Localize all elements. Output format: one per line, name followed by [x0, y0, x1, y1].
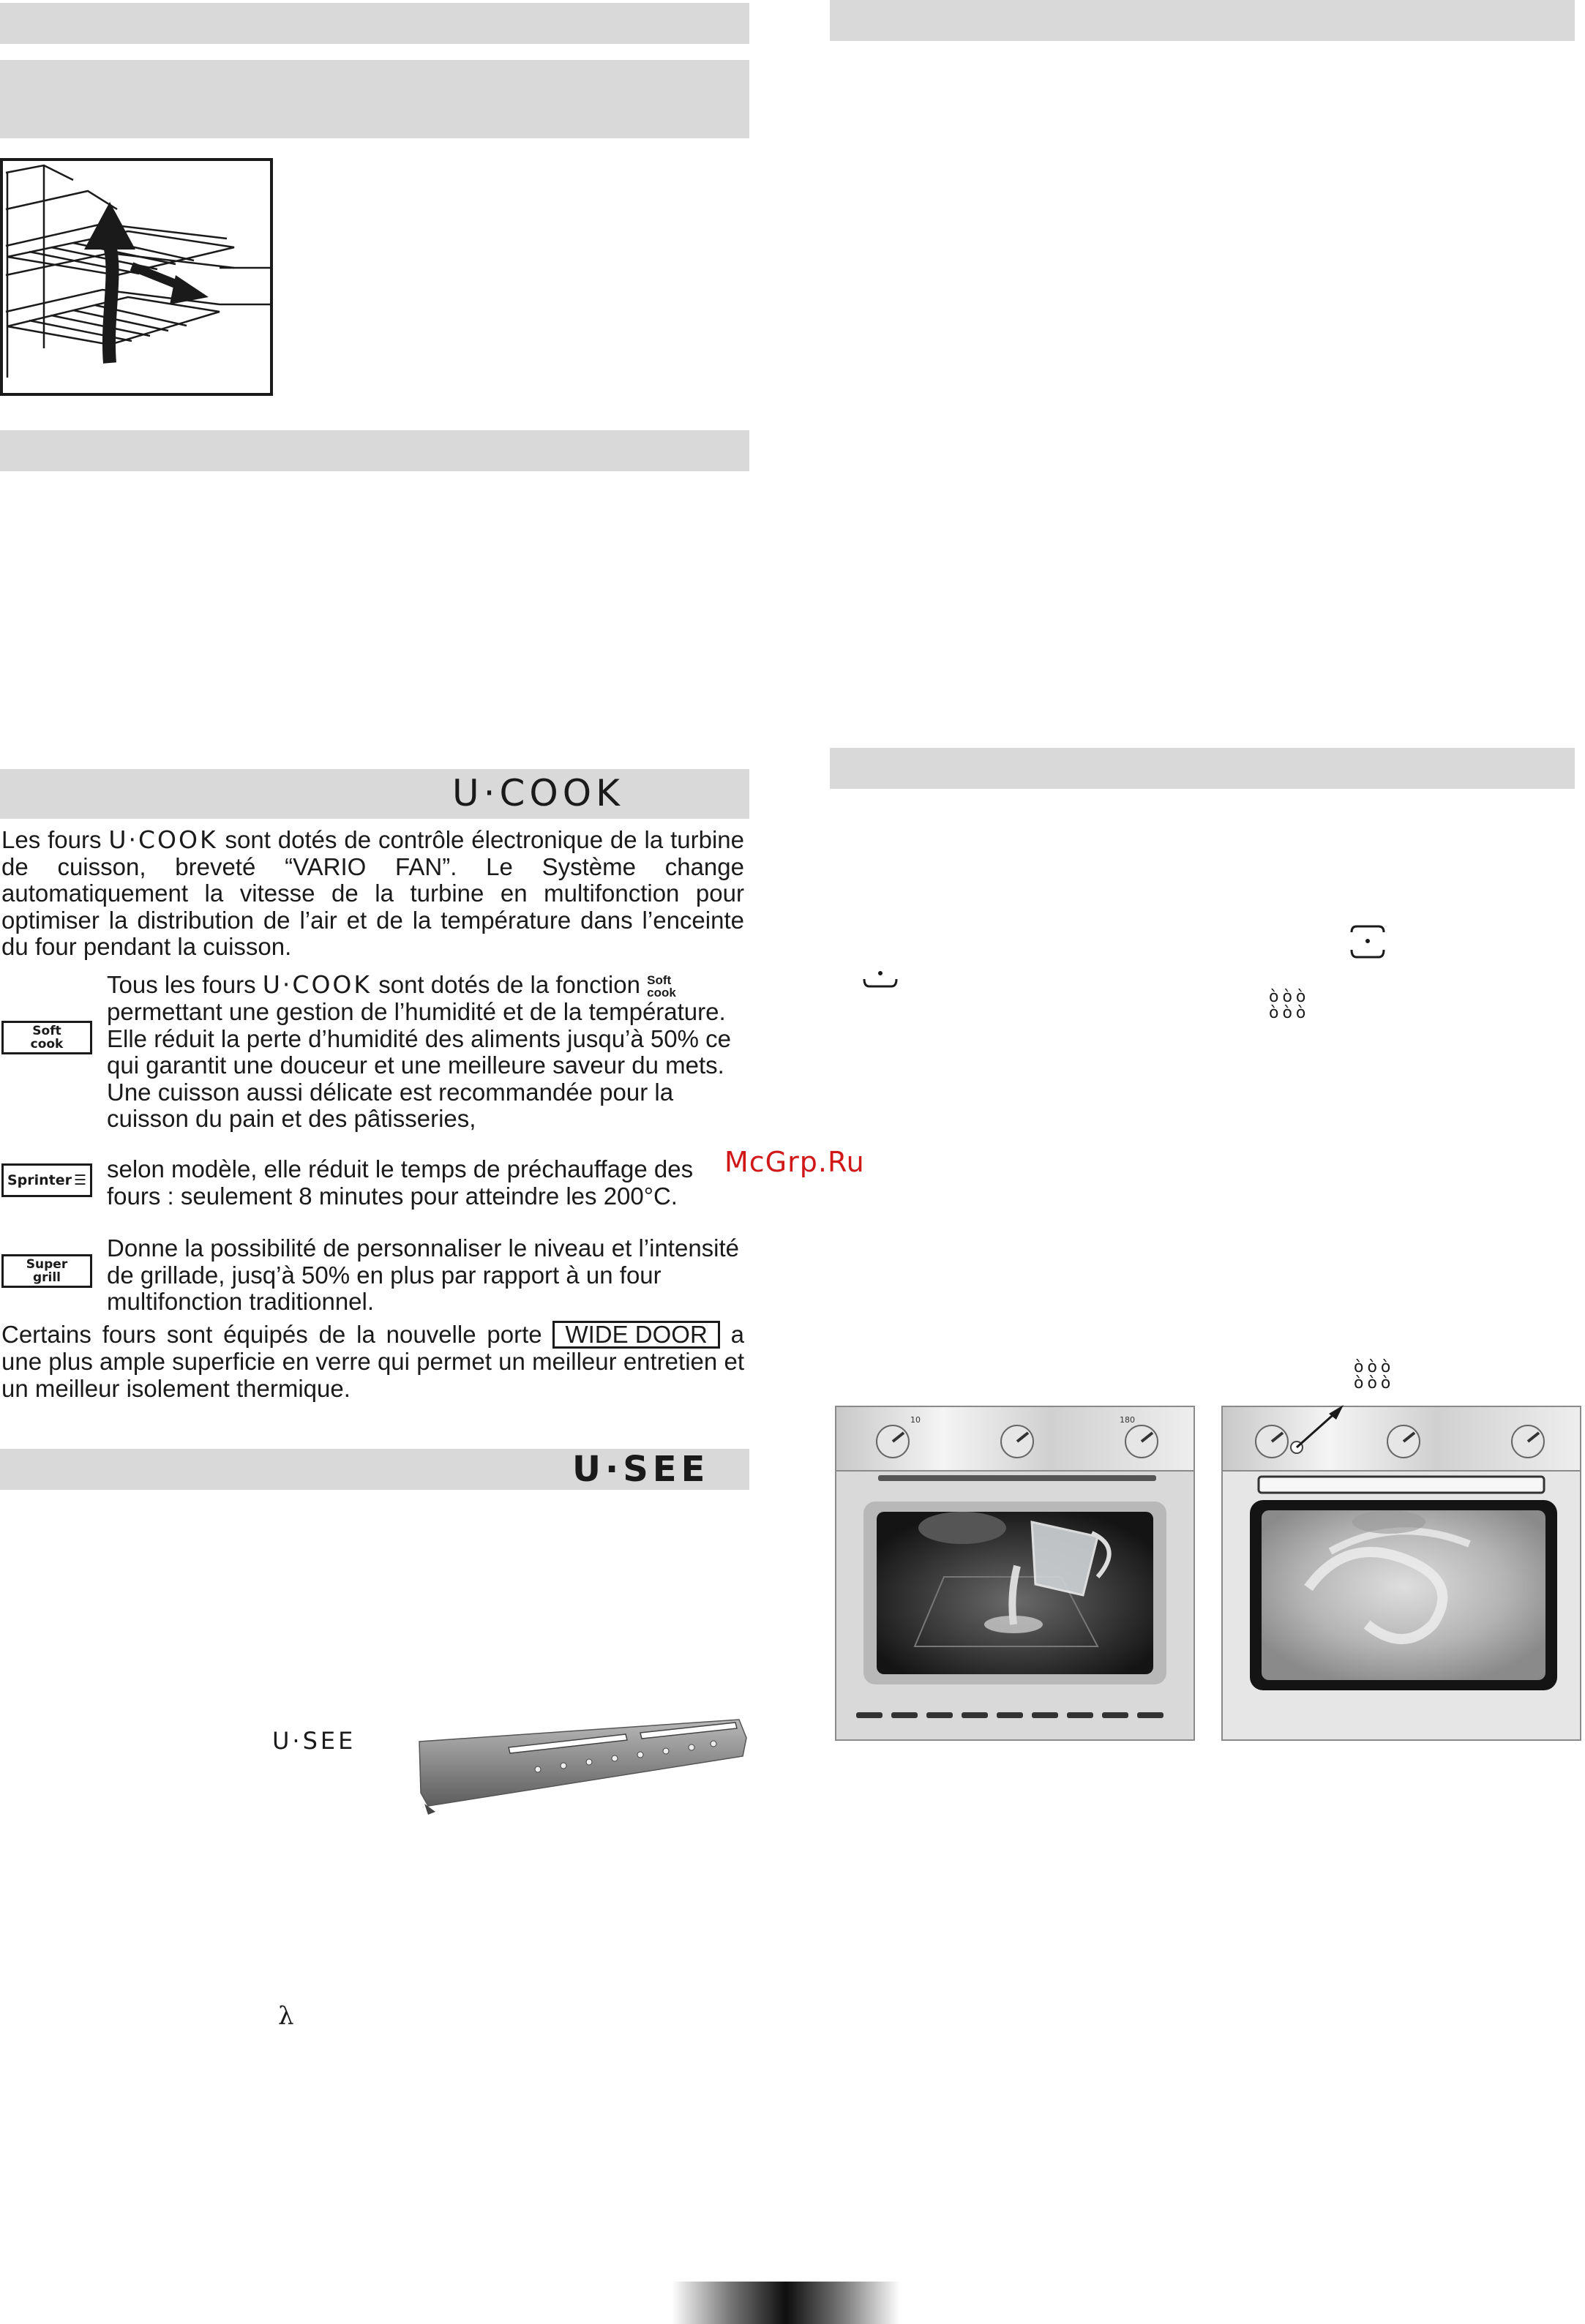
lambda-symbol: λ	[278, 2001, 294, 2031]
steam-drops-icon-oven: ò ò ò ò ò ò	[1354, 1358, 1390, 1392]
ucook-intro-before: Les fours	[1, 826, 102, 853]
page-footer-gradient	[672, 2282, 900, 2324]
usee-light-rail-illustration	[406, 1712, 750, 1815]
widedoor-after: a une plus ample superficie en verre qui permet un meilleur entretien et un meilleur isolement thermique.	[1, 1321, 744, 1402]
softcook-badge: Soft cook	[1, 1021, 92, 1054]
widedoor-paragraph	[1, 1321, 744, 1402]
wide-door-label: WIDE DOOR	[552, 1321, 719, 1349]
sprinter-paragraph: selon modèle, elle réduit le temps de préchauffage des fours : seulement 8 minutes pour atteindre les 200°C.	[107, 1155, 694, 1210]
supergrill-paragraph: Donne la possibilité de personnaliser le niveau et l’intensité de grillade, jusq’à 50% en plus par rapport à un four multifonction traditionnel.	[107, 1234, 740, 1315]
header-bar-third-left	[0, 430, 749, 471]
usee-logo: U·SEE	[572, 1449, 710, 1490]
sprinter-badge: Sprinter ☰	[1, 1163, 92, 1197]
softcook-inline-ucook-logo: U·COOK	[262, 970, 372, 999]
softcook-paragraph	[107, 972, 743, 1133]
softcook-rest: permettant une gestion de l’humidité et de la température. Elle réduit la perte d’humidité des aliments jusqu’à 50% ce qui garantit une douceur et une meilleure saveur du mets. Une cuisson aussi délicate est recommandée pour la cuisson du pain et des pâtisseries,	[107, 998, 731, 1133]
softcook-before: Tous les fours	[107, 971, 256, 998]
oven-shelf-illustration	[0, 158, 274, 397]
sprinter-lines-icon: ☰	[74, 1172, 87, 1188]
softcook-after: sont dotés de la fonction	[378, 971, 640, 998]
softcook-inline-icon: Soft cook	[647, 973, 676, 1000]
widedoor-before: Certains fours sont équipés de la nouvelle porte	[1, 1321, 542, 1348]
ucook-intro-paragraph	[1, 827, 744, 961]
header-bar-top-left	[0, 3, 749, 44]
section-header-ucook	[0, 769, 749, 819]
oven-water-pouring-illustration	[834, 1405, 1197, 1742]
top-bottom-heat-icon	[1349, 923, 1386, 960]
usee-small-logo: U·SEE	[272, 1727, 356, 1755]
ucook-intro-after: sont dotés de contrôle électronique de la turbine de cuisson, breveté “VARIO FAN”. Le Système change automatiquement la vitesse de la turbine en multifonction pour optimiser la distribution de l’air et de la température dans l’enceinte du four pendant la cuisson.	[1, 826, 744, 960]
oven1-dial-label: 10	[910, 1415, 921, 1425]
header-bar-second-left	[0, 60, 749, 138]
bottom-heat-icon	[862, 967, 899, 989]
watermark: McGrp.Ru	[724, 1146, 865, 1178]
supergrill-badge: Super grill	[1, 1254, 92, 1288]
ucook-logo: U·COOK	[452, 772, 624, 814]
header-bar-mid-right	[830, 748, 1575, 789]
oven-steam-illustration	[1221, 1405, 1584, 1742]
header-bar-top-right	[830, 0, 1575, 41]
oven1-dial-label-2: 180	[1120, 1415, 1135, 1425]
ucook-inline-logo: U·COOK	[108, 825, 218, 854]
steam-drops-icon: ò ò ò ò ò ò	[1269, 988, 1305, 1022]
